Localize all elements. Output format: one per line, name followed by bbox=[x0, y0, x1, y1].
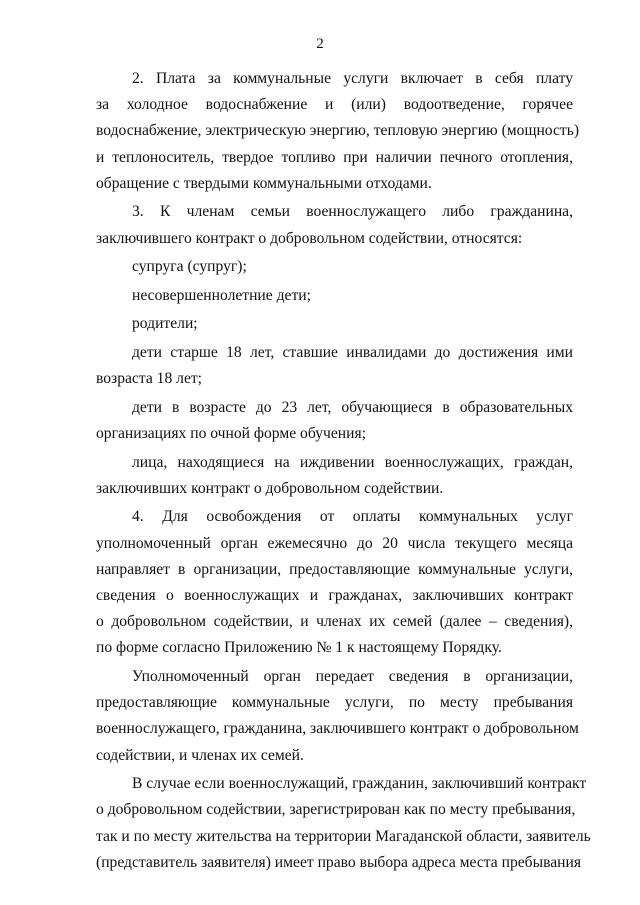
text-line: предоставляющие коммунальные услуги, по месту пребывания bbox=[96, 694, 573, 712]
text-line: возраста 18 лет; bbox=[96, 370, 203, 388]
text-line: сведения о военнослужащих и гражданах, заключивших контракт bbox=[96, 586, 573, 604]
paragraph-3-family-members bbox=[96, 199, 573, 251]
paragraph-4-exemption bbox=[96, 504, 573, 661]
text-line: заключившего контракт о добровольном содействии, относятся: bbox=[96, 229, 523, 247]
text-line: содействии, и членах их семей. bbox=[96, 746, 304, 764]
text-line: уполномоченный орган ежемесячно до 20 числа текущего месяца bbox=[96, 534, 573, 552]
text-line: Уполномоченный орган передает сведения в организации, bbox=[132, 667, 573, 685]
page-number: 2 bbox=[316, 36, 324, 52]
list-item-parents bbox=[96, 311, 573, 337]
list-item-disabled-children bbox=[96, 340, 573, 392]
text-line: водоснабжение, электрическую энергию, тепловую энергию (мощность) bbox=[96, 122, 580, 140]
text-line: 4. Для освобождения от оплаты коммунальных услуг bbox=[132, 508, 573, 526]
list-item-minor-children bbox=[96, 283, 573, 309]
text-line: о добровольном содействии, зарегистрирован как по месту пребывания, bbox=[96, 801, 576, 819]
text-line: родители; bbox=[132, 315, 198, 333]
text-line: за холодное водоснабжение и (или) водоотведение, горячее bbox=[96, 96, 573, 114]
text-line: В случае если военнослужащий, гражданин, заключивший контракт bbox=[132, 775, 587, 793]
text-line: так и по месту жительства на территории Магаданской области, заявитель bbox=[96, 827, 591, 845]
text-line: 3. К членам семьи военнослужащего либо гражданина, bbox=[132, 203, 573, 221]
text-line: направляет в организации, предоставляющие коммунальные услуги, bbox=[96, 560, 573, 578]
text-line: 2. Плата за коммунальные услуги включает в себя плату bbox=[132, 70, 573, 87]
text-line: (представитель заявителя) имеет право выбора адреса места пребывания bbox=[96, 853, 582, 871]
text-line: заключивших контракт о добровольном содействии. bbox=[96, 479, 444, 497]
list-item-spouse bbox=[96, 254, 573, 280]
text-line: о добровольном содействии, и членах их семей (далее – сведения), bbox=[96, 613, 573, 631]
paragraph-registration-case bbox=[96, 771, 591, 876]
text-line: несовершеннолетние дети; bbox=[132, 286, 311, 304]
text-line: лица, находящиеся на иждивении военнослужащих, граждан, bbox=[132, 453, 573, 471]
paragraph-authorized-body bbox=[96, 664, 579, 769]
text-line: дети старше 18 лет, ставшие инвалидами до достижения ими bbox=[132, 343, 573, 361]
list-item-dependents bbox=[96, 450, 573, 502]
list-item-students bbox=[96, 395, 573, 447]
text-line: супруга (супруг); bbox=[132, 258, 247, 276]
text-line: по форме согласно Приложению № 1 к настоящему Порядку. bbox=[96, 639, 502, 657]
text-line: обращение с твердыми коммунальными отходами. bbox=[96, 174, 432, 192]
text-line: дети в возрасте до 23 лет, обучающиеся в образовательных bbox=[132, 398, 573, 416]
text-line: военнослужащего, гражданина, заключившего контракт о добровольном bbox=[96, 720, 579, 738]
text-line: организациях по очной форме обучения; bbox=[96, 424, 366, 442]
paragraph-2-utility-fee bbox=[96, 66, 580, 197]
document-body bbox=[96, 66, 591, 878]
text-line: и теплоноситель, твердое топливо при наличии печного отопления, bbox=[96, 148, 573, 166]
